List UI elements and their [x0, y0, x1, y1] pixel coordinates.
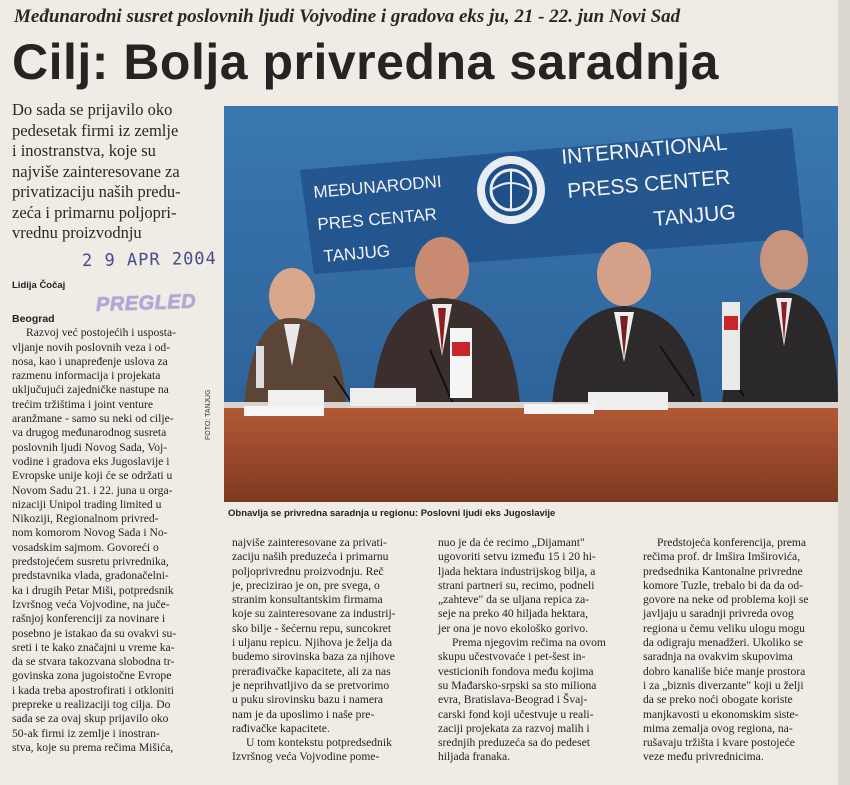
banner-right-line-2: PRESS CENTER — [566, 165, 732, 203]
col2-line: nam je da uposlimo i naše pre- — [232, 707, 375, 721]
col1-line: Nikoziji, Regionalnom privred- — [12, 512, 159, 526]
col1-line: Evropske unije koji će se održati u — [12, 469, 173, 483]
col1-line: aranžmane - samo su neki od cilje- — [12, 412, 174, 426]
col4-line: da odigraju menadžeri. Ukoliko se — [643, 636, 804, 650]
col2-line: u puku sirovinsku bazu i namera — [232, 693, 384, 707]
col1-line: da se stvara takozvana slobodna tr- — [12, 655, 175, 669]
page-edge — [838, 0, 850, 785]
col1-line: sreti i te kako značajni u vreme ka- — [12, 640, 175, 654]
banner-right-line-3: TANJUG — [652, 200, 737, 231]
col3-line: nuo je da će recimo „Dijamant" — [438, 536, 585, 549]
lead-line: privatizaciju naših predu- — [12, 182, 181, 201]
col3-line: ljada hektara industrijskog bilja, a — [438, 564, 596, 578]
article-headline: Cilj: Bolja privredna saradnja — [12, 34, 719, 90]
col2-line: Izvršnog veća Vojvodine pome- — [232, 750, 380, 764]
date-stamp: 2 9 APR 2004 — [81, 248, 217, 272]
col2-line: koje su zainteresovane za industrij- — [232, 607, 396, 621]
article-lead — [12, 100, 220, 244]
col3-line: vesticionih fondova među kojima — [438, 664, 594, 678]
lead-line: pedesetak firmi iz zemlje — [12, 120, 179, 140]
col2-line: rađivačke kapacitete. — [232, 721, 330, 735]
col1-line: stva, koje su prema rečima Mišića, — [12, 740, 174, 754]
lead-line: i inostranstva, koje su — [12, 141, 156, 160]
banner-left-line-3: TANJUG — [322, 241, 391, 266]
col2-line: U tom kontekstu potpredsednik — [246, 736, 392, 750]
col4-line: regiona u čemu veliku ulogu mogu — [643, 621, 805, 635]
article-column-1 — [12, 312, 220, 755]
col1-line: prepreke u realizaciji tog cilja. Do — [12, 698, 171, 712]
col4-line: manjkavosti u ekonomskim siste- — [643, 707, 799, 721]
col1-line: vosadskim sajmom. Govoreći o — [12, 540, 159, 554]
photo-credit: FOTO: TANJUG — [205, 389, 212, 440]
col2-line: budemo sirovinska baza za njihove — [232, 650, 395, 664]
article-column-3 — [438, 536, 633, 765]
col3-line: zaciji projekata za razvoj malih i — [438, 721, 590, 735]
col2-line: sko bilje - šećernu repu, suncokret — [232, 621, 392, 635]
col1-line: uključujući zajedničke nastupe na — [12, 383, 169, 397]
col4-line: komore Tuzle, trebalo bi da da od- — [643, 578, 804, 592]
lead-line: najviše zainteresovane za — [12, 161, 180, 181]
col1-line: Razvoj već postojećih i uspostа- — [26, 326, 177, 340]
col1-line: va drugog međunarodnog susreta — [12, 426, 167, 440]
col1-line: i kada treba apostrofirati i otkloniti — [12, 683, 174, 697]
col3-line: seje na preko 40 hiljada hektara, — [438, 607, 589, 621]
col2-line: i uljanu repicu. Njihova je želja da — [232, 636, 392, 650]
col4-line: predsednika Kantonalne privredne — [643, 564, 803, 578]
col2-line: je, precizirao je on, pre svega, o — [232, 578, 380, 592]
article-author: Lidija Čočaj — [12, 280, 66, 291]
col4-line: Predstojeća konferencija, prema — [657, 536, 807, 549]
col4-line: rušavaju tržišta i kvare postojeće — [643, 736, 795, 750]
banner-left-line-2: PRES CENTAR — [316, 204, 438, 234]
col1-line: nosa, kao i unapređenje uslova za — [12, 354, 168, 368]
col3-line: ugovoriti setvu između 15 i 20 hi- — [438, 550, 596, 564]
col1-line: vljanje novih poslovnih veza i od- — [12, 340, 171, 354]
col4-line: da se preko noći obogate koriste — [643, 693, 793, 707]
col2-line: najviše zainteresovane za privati- — [232, 536, 387, 549]
col4-line: rečima prof. dr Imšira Imširovića, — [643, 550, 801, 564]
col2-line: je neprihvatljivo da se pretvorimo — [232, 678, 390, 692]
conference-table — [224, 402, 838, 502]
col1-line: poslovnih ljudi Novog Sada, Voj- — [12, 440, 168, 454]
col1-line: trećim tržištima i joint venture — [12, 397, 154, 411]
col2-line: stranim konsultantskim firmama — [232, 593, 383, 607]
col3-line: jer ona je novo ekološko gorivo. — [438, 621, 589, 635]
col2-line: zaciju naših preduzeća i primarnu — [232, 550, 389, 564]
col1-line: nom komorom Novog Sada i No- — [12, 526, 168, 540]
col1-line: razmenu informacija i projekata — [12, 369, 161, 383]
col4-line: saradnja na ovakvim skupovima — [643, 650, 793, 664]
lead-line: vrednu proizvodnju — [12, 223, 142, 242]
col2-line: prerađivačke kapacitete, ali za nas — [232, 664, 391, 678]
col4-line: i za „biznis diverzante" koji u želji — [643, 678, 804, 692]
col1-line: rašnjoj konferenciji za novinare i — [12, 612, 166, 626]
col3-line: strani partneri su, recimo, podneli — [438, 578, 595, 592]
banner-left-line-1: MEĐUNARODNI — [312, 171, 443, 202]
col1-line: govinska zona jugoistočne Evrope — [12, 669, 172, 683]
article-kicker: Međunarodni susret poslovnih ljudi Vojvodine i gradova eks ju, 21 - 22. jun Novi Sad — [14, 6, 681, 27]
article-column-2 — [232, 536, 427, 765]
col1-line: ka i drugih Petar Miši, potpredsnik — [12, 583, 174, 597]
col1-line: predstojećem susretu privrednika, — [12, 555, 169, 569]
col1-line: vodine i gradova eks Jugoslavije i — [12, 454, 170, 468]
banner-right-line-1: INTERNATIONAL — [560, 131, 729, 169]
col4-line: mima zemalja ovog regiona, na- — [643, 721, 793, 735]
photo-caption: Obnavlja se privredna saradnja u regionu: Poslovni ljudi eks Jugoslavije — [228, 508, 556, 519]
lead-line: zeća i primarnu poljopri- — [12, 202, 177, 222]
col3-line: skupu učestvovaće i pet-šest in- — [438, 650, 586, 664]
col1-line: predstavnika vlada, gradonačelni- — [12, 569, 169, 583]
col1-line: posebno je istakao da su ovakvi su- — [12, 626, 177, 640]
col4-line: veze među privrednicima. — [643, 750, 764, 764]
col1-line: Izvršnog veća Vojvodine, na juče- — [12, 597, 170, 611]
article-column-4 — [643, 536, 838, 765]
column-1-text — [12, 326, 220, 755]
col1-line: 50-ak firmi iz zemlje i inostran- — [12, 726, 160, 740]
col1-line: nizaciji Unipol trading limited u — [12, 497, 162, 511]
press-conference-photo — [224, 106, 838, 502]
col3-line: „zahteve" da se uljana repica za- — [438, 593, 590, 607]
col3-line: su Mađarsko-srpski sa sto miliona — [438, 678, 597, 692]
col4-line: dobro kanališe biće manje prostora — [643, 664, 806, 678]
col2-line: poljoprivrednu proizvodnju. Reč — [232, 564, 384, 578]
col3-line: evra, Bratislava-Beograd i Švaj- — [438, 693, 588, 707]
col4-line: javljaju u saradnji privreda ovog — [643, 607, 794, 621]
globe-logo-icon — [477, 156, 545, 224]
col3-line: hiljada franaka. — [438, 750, 511, 764]
col4-line: govore na neke od problema koji se — [643, 593, 809, 607]
dateline-place: Beograd — [12, 313, 55, 325]
col3-line: srednjih preduzeća sa do pedeset — [438, 736, 590, 750]
col1-line: Novom Sadu 21. i 22. juna u orga- — [12, 483, 173, 497]
col1-line: sada se za ovaj skup prijavilo oko — [12, 712, 169, 726]
col3-line: Prema njegovim rečima na ovom — [452, 636, 606, 650]
lead-line: Do sada se prijavilo oko — [12, 100, 173, 119]
publication-stamp: PREGLED — [95, 290, 197, 317]
col3-line: carski fond koji učestvuje u reali- — [438, 707, 594, 721]
photo-illustration — [224, 106, 838, 502]
